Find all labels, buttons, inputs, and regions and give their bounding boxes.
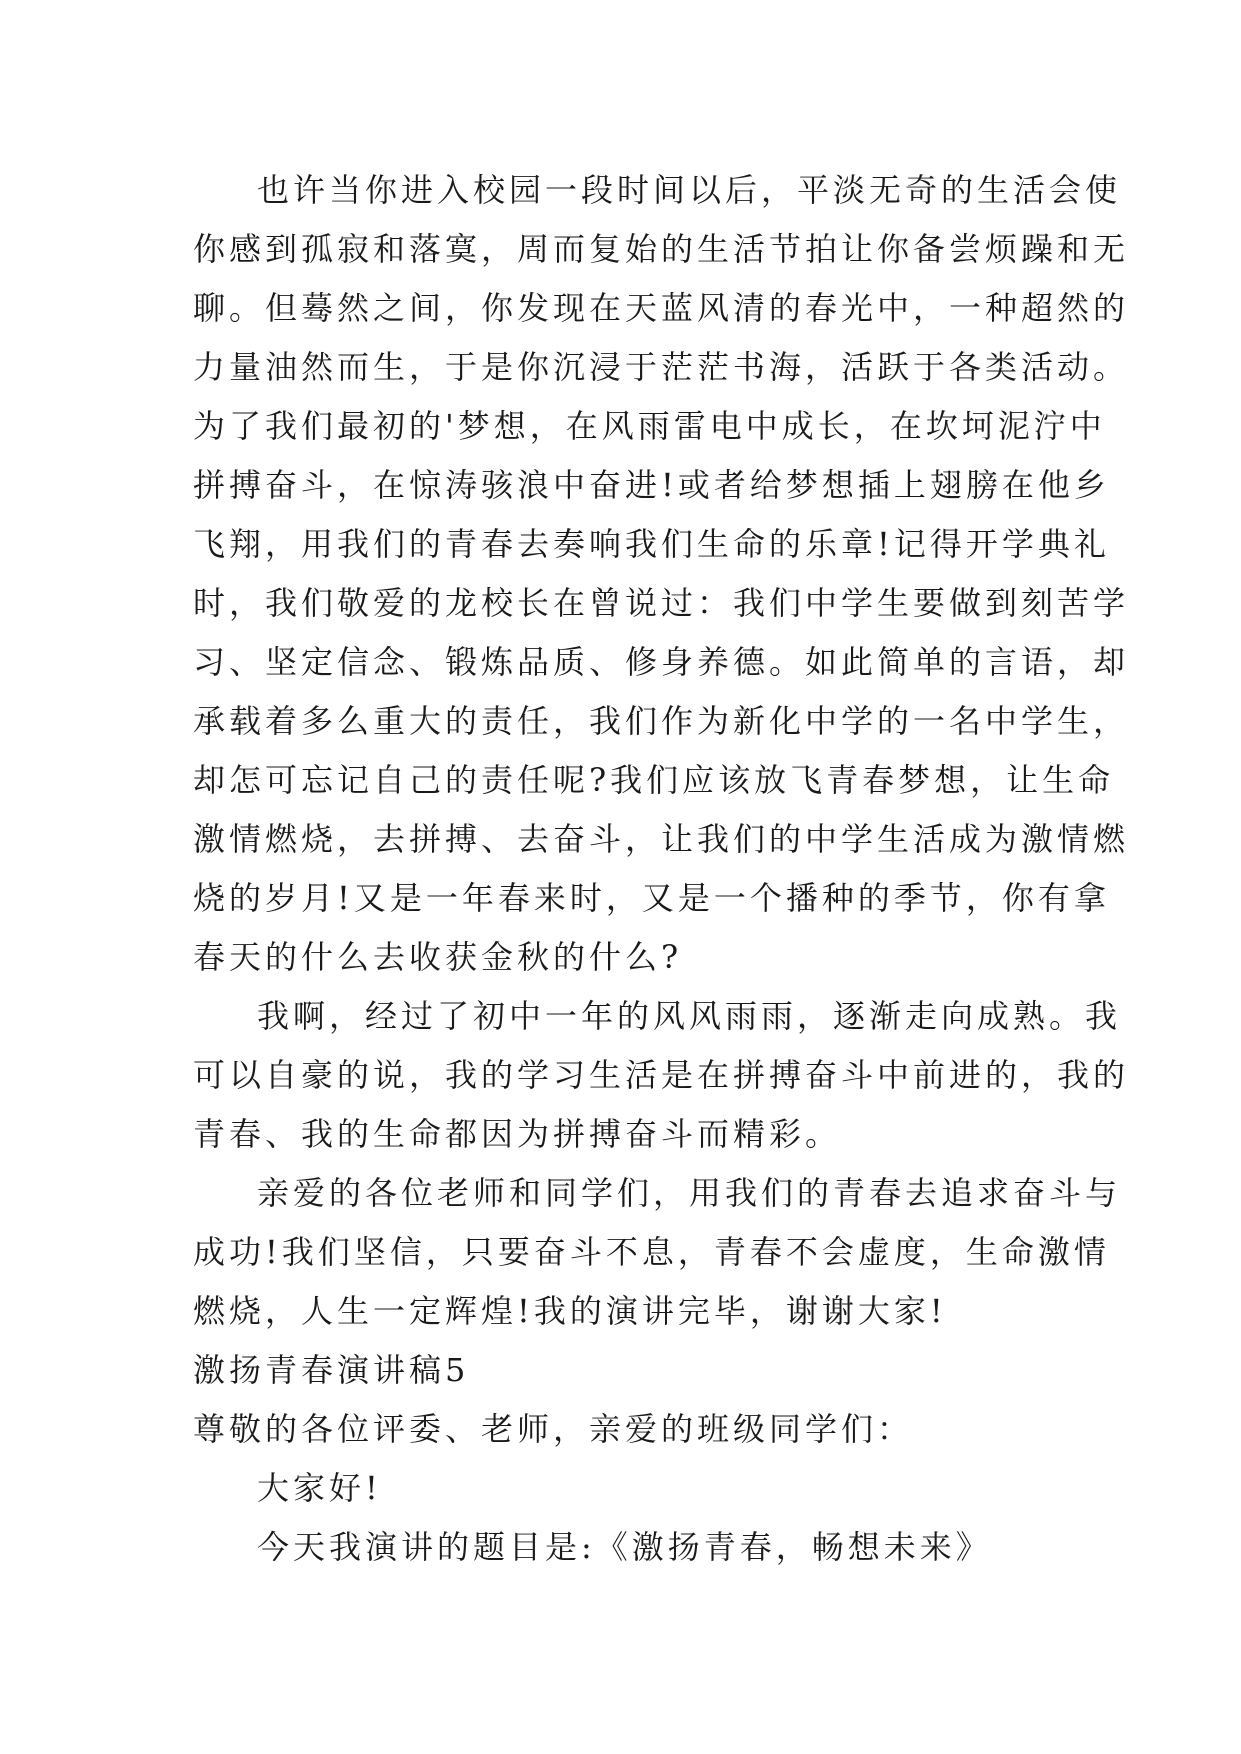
paragraph-line: 燃烧，人生一定辉煌!我的演讲完毕，谢谢大家! (193, 1292, 947, 1330)
paragraph-line: 青春、我的生命都因为拼搏奋斗而精彩。 (193, 1115, 842, 1153)
paragraph-line: 拼搏奋斗，在惊涛骇浪中奋进!或者给梦想插上翅膀在他乡 (193, 466, 1110, 504)
paragraph-line: 我啊，经过了初中一年的风风雨雨，逐渐走向成熟。我 (257, 997, 1122, 1035)
document-body (193, 161, 1130, 1577)
paragraph-line: 可以自豪的说，我的学习生活是在拼搏奋斗中前进的，我的 (193, 1056, 1130, 1094)
paragraph-line: 成功!我们坚信，只要奋斗不息，青春不会虚度，生命激情 (193, 1233, 1110, 1271)
paragraph-line: 却怎可忘记自己的责任呢?我们应该放飞青春梦想，让生命 (193, 761, 1115, 799)
topic-line: 今天我演讲的题目是:《激扬青春，畅想未来》 (257, 1528, 992, 1566)
paragraph-line: 聊。但蓦然之间，你发现在天蓝风清的春光中，一种超然的 (193, 289, 1130, 327)
section-title: 激扬青春演讲稿5 (193, 1351, 470, 1389)
paragraph-line: 飞翔，用我们的青春去奏响我们生命的乐章!记得开学典礼 (193, 525, 1110, 563)
paragraph-3 (193, 1164, 1122, 1341)
paragraph-line: 时，我们敬爱的龙校长在曾说过：我们中学生要做到刻苦学 (193, 584, 1130, 622)
greeting: 大家好! (257, 1469, 382, 1507)
paragraph-2 (193, 987, 1130, 1164)
paragraph-line: 习、坚定信念、锻炼品质、修身养德。如此简单的言语，却 (193, 643, 1130, 681)
paragraph-line: 春天的什么去收获金秋的什么? (193, 938, 683, 976)
paragraph-line: 力量油然而生，于是你沉浸于茫茫书海，活跃于各类活动。 (193, 348, 1130, 386)
paragraph-line: 承载着多么重大的责任，我们作为新化中学的一名中学生， (193, 702, 1130, 740)
paragraph-line: 为了我们最初的'梦想，在风雨雷电中成长，在坎坷泥泞中 (193, 407, 1106, 445)
paragraph-line: 你感到孤寂和落寞，周而复始的生活节拍让你备尝烦躁和无 (193, 230, 1130, 268)
paragraph-1 (193, 161, 1130, 987)
salutation: 尊敬的各位评委、老师，亲爱的班级同学们： (193, 1410, 914, 1448)
paragraph-line: 激情燃烧，去拼搏、去奋斗，让我们的中学生活成为激情燃 (193, 820, 1130, 858)
paragraph-line: 烧的岁月!又是一年春来时，又是一个播种的季节，你有拿 (193, 879, 1110, 917)
paragraph-line: 也许当你进入校园一段时间以后，平淡无奇的生活会使 (257, 171, 1122, 209)
paragraph-line: 亲爱的各位老师和同学们，用我们的青春去追求奋斗与 (257, 1174, 1122, 1212)
